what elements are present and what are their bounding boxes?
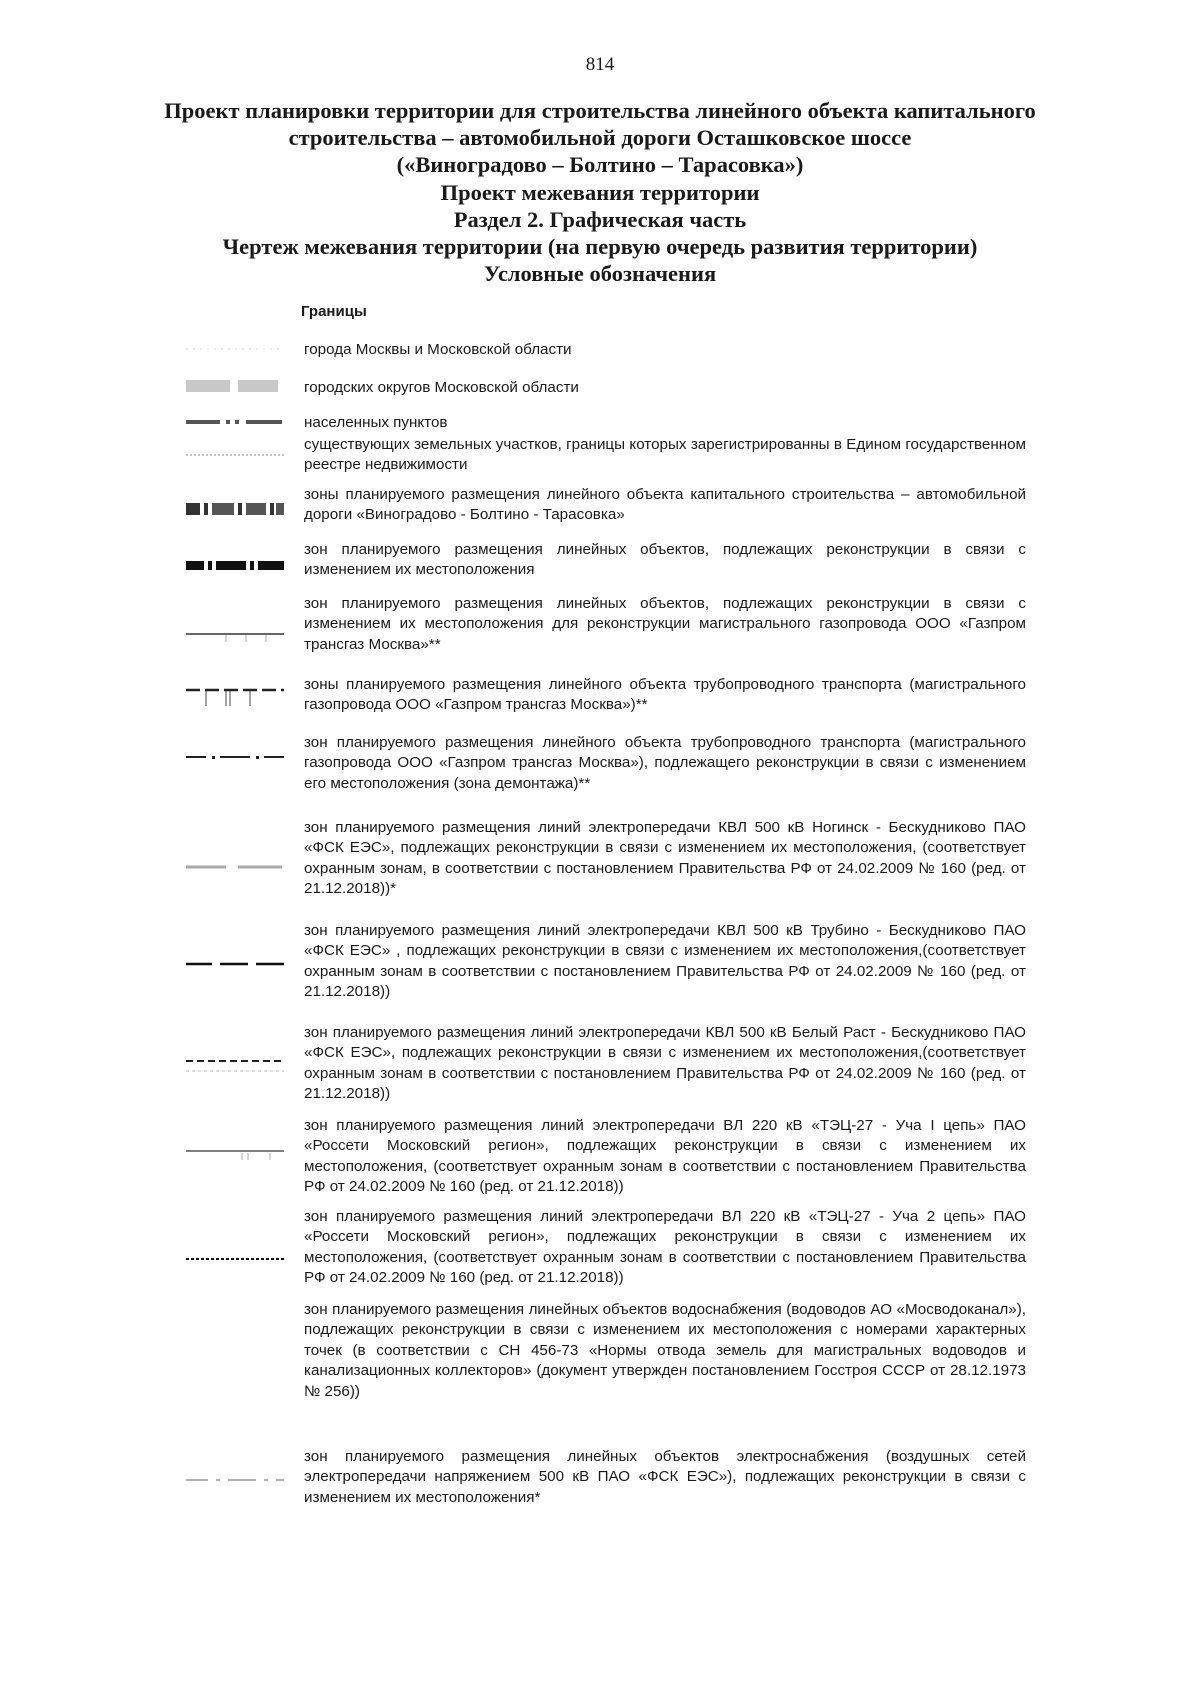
page-number: 814 [585,54,615,75]
grey-dash-dot-line-icon [186,1468,284,1492]
legend-item-text: зоны планируемого размещения линейного объекта трубопроводного транспорта (магистрального газопровода ООО «Газпром трансгаз Москва»)** [304,676,1026,714]
legend-item-text: зон планируемого размещения линий электропередачи КВЛ 500 кВ Ногинск - Бескудниково ПАО «ФСК ЕЭС», подлежащих реконструкции в связи с изменением их местоположения, (соответствует охранным зонам, в соответствии с постановлением Правительства РФ от 24.02.2009 № 160 (ред. от 21.12.2018))* [304,819,1026,898]
legend-item-text: зон планируемого размещения линий электропередачи КВЛ 500 кВ Трубино - Бескудниково ПАО «ФСК ЕЭС» , подлежащих реконструкции в связи с изменением их местоположения,(соответствует охранным зонам в соответствии с постановлением Правительства РФ от 24.02.2009 № 160 (ред. от 21.12.2018)) [304,922,1026,1001]
legend-group-heading: Границы [301,303,367,320]
thin-dotted-line-icon [186,443,284,467]
legend-item-text: зон планируемого размещения линейных объектов, подлежащих реконструкции в связи с изменением их местоположения [304,541,1026,579]
title-line: строительства – автомобильной дороги Осташковское шоссе [288,125,912,151]
checkered-band-icon [186,497,284,521]
line-with-small-ticks-icon [186,1145,284,1169]
title-line: Чертеж межевания территории (на первую очередь развития территории) [222,234,978,260]
title-line: Условные обозначения [483,261,717,287]
grey-long-dash-line-icon [186,855,284,879]
dense-dotted-line-icon [186,1247,284,1271]
legend-item-text: населенных пунктов [304,414,448,431]
line-with-ticks-icon [186,625,284,649]
grey-dashed-band-icon [186,374,284,398]
legend-item-text: города Москвы и Московской области [304,341,572,358]
faint-dotted-line-icon [186,337,284,361]
title-line: Проект межевания территории [440,179,760,205]
legend-item-text: городских округов Московской области [304,379,579,396]
title-line: («Виноградово – Болтино – Тарасовка») [396,152,804,178]
document-title [60,97,1140,287]
title-line: Проект планировки территории для строительства линейного объекта капитального [164,98,1036,123]
legend-item-text: зон планируемого размещения линейных объектов, подлежащих реконструкции в связи с изменением их местоположения для реконструкции магистрального газопровода ООО «Газпром трансгаз Москва»** [304,595,1026,653]
legend-item-text: зон планируемого размещения линейных объектов электроснабжения (воздушных сетей электропередачи напряжением 500 кВ ПАО «ФСК ЕЭС»), подлежащих реконструкции в связи с изменением их местоположения* [304,1448,1026,1506]
bold-long-dash-line-icon [186,952,284,976]
legend-item-text: зон планируемого размещения линейного объекта трубопроводного транспорта (магистрального газопровода ООО «Газпром трансгаз Москва»), подлежащего реконструкции в связи с изменением его местоположения (зона демонтажа)** [304,734,1026,792]
legend-item-text: зон планируемого размещения линий электропередачи КВЛ 500 кВ Белый Раст - Бескудниково ПАО «ФСК ЕЭС», подлежащих реконструкции в связи с изменением их местоположения,(соответствует охранным зонам в соответствии с постановлением Правительства РФ от 24.02.2009 № 160 (ред. от 21.12.2018)) [304,1024,1026,1103]
legend-item-text: зон планируемого размещения линий электропередачи ВЛ 220 кВ «ТЭЦ-27 - Уча I цепь» ПАО «Россети Московский регион», подлежащих реконструкции в связи с изменением их местоположения, (соответствует охранным зонам в соответствии с постановлением Правительства РФ от 24.02.2009 № 160 (ред. от 21.12.2018)) [304,1117,1026,1196]
dash-dot-dot-line-icon [186,410,284,434]
legend-item-text: зон планируемого размещения линейных объектов водоснабжения (водоводов АО «Мосводоканал»), подлежащих реконструкции в связи с изменением их местоположения с номерами характерных точек (в соответствии с СН 456-73 «Нормы отвода земель для магистральных водоводов и канализационных коллекторов» (документ утвержден постановлением Госстроя СССР от 28.12.1973 № 256)) [304,1301,1026,1400]
title-line: Раздел 2. Графическая часть [453,206,747,232]
dash-dot-line-icon [186,745,284,769]
legend-item-text: зоны планируемого размещения линейного объекта капитального строительства – автомобильной дороги «Виноградово - Болтино - Тарасовка» [304,486,1026,524]
legend-item-text: зон планируемого размещения линий электропередачи ВЛ 220 кВ «ТЭЦ-27 - Уча 2 цепь» ПАО «Россети Московский регион», подлежащих реконструкции в связи с изменением их местоположения, (соответствует охранным зонам в соответствии с постановлением Правительства РФ от 24.02.2009 № 160 (ред. от 21.12.2018)) [304,1208,1026,1287]
short-dash-double-line-icon [186,1054,284,1078]
legend-item-text: существующих земельных участков, границы которых зарегистрированны в Едином государственном реестре недвижимости [304,436,1026,474]
black-dash-band-icon [186,553,284,577]
dashed-line-with-ticks-icon [186,684,284,708]
